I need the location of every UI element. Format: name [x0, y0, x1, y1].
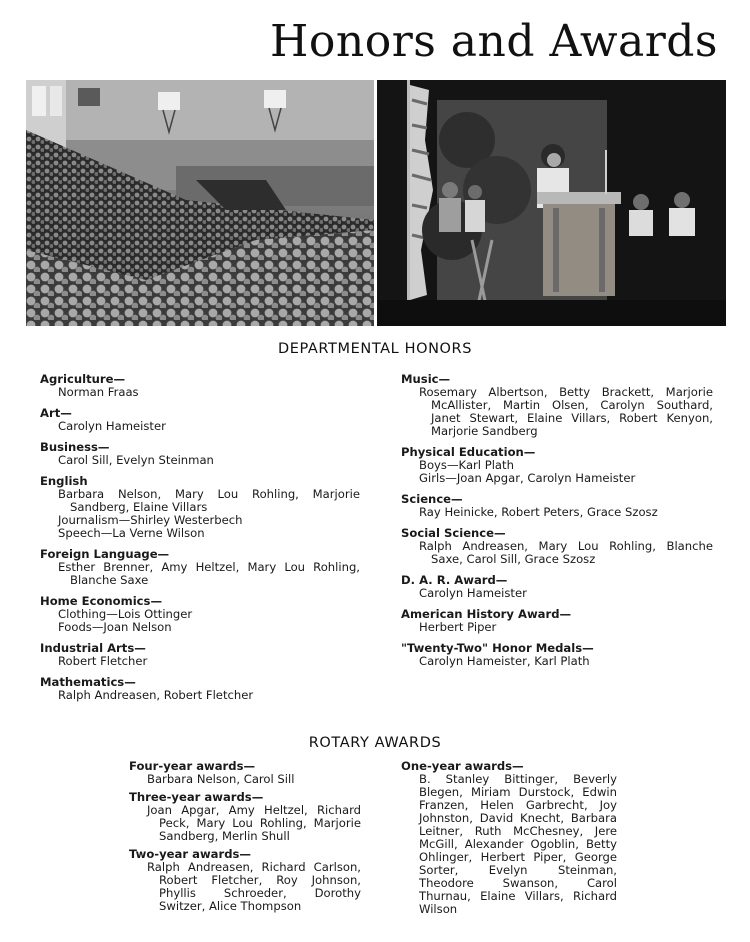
honor-heading: Foreign Language—	[40, 547, 170, 561]
honor-names: Ray Heinicke, Robert Peters, Grace Szosz	[419, 505, 658, 519]
honor-names: Robert Fletcher	[58, 654, 148, 668]
rotary-heading: Three-year awards—	[129, 790, 264, 804]
honor-heading: American History Award—	[401, 607, 572, 621]
honor-heading: D. A. R. Award—	[401, 573, 508, 587]
honor-names: Carolyn Hameister	[58, 419, 166, 433]
honor-names: Carolyn Hameister, Karl Plath	[419, 654, 590, 668]
honor-names: Speech—La Verne Wilson	[58, 526, 205, 540]
rotary-names: Ralph Andreasen, Richard Carlson, Robert Fletcher, Roy Johnson, Phyllis Schroeder, Dorothy Switzer, Alice Thompson	[147, 860, 361, 913]
honor-entry-industrial-arts	[40, 642, 360, 668]
departmental-right-column	[401, 373, 713, 676]
honor-names: Boys—Karl Plath	[419, 458, 514, 472]
assembly-photo	[26, 80, 374, 326]
rotary-names: B. Stanley Bittinger, Beverly Blegen, Miriam Durstock, Edwin Franzen, Helen Garbrecht, Joy Johnston, David Knecht, Barbara Leitner, Ruth McChesney, Jere McGill, Alexander Ogoblin, Betty Ohlinger, Herbert Piper, George Sorter, Evelyn Steinman, Theodore Swanson, Carol Thurnau, Elaine Villars, Richard Wilson	[419, 772, 617, 916]
honor-entry-twenty-two-medals	[401, 642, 713, 668]
honor-names: Ralph Andreasen, Mary Lou Rohling, Blanche Saxe, Carol Sill, Grace Szosz	[419, 539, 713, 566]
rotary-names: Joan Apgar, Amy Heltzel, Richard Peck, Mary Lou Rohling, Marjorie Sandberg, Merlin Shull	[147, 803, 361, 843]
rotary-left-column	[129, 760, 361, 918]
honor-names: Journalism—Shirley Westerbech	[58, 513, 243, 527]
honor-heading: Music—	[401, 372, 451, 386]
honor-heading: English	[40, 474, 88, 488]
rotary-heading: One-year awards—	[401, 759, 524, 773]
rotary-entry-two-year	[129, 848, 361, 913]
honor-names: Herbert Piper	[419, 620, 497, 634]
gymnasium-assembly-image	[26, 80, 374, 326]
honor-names: Rosemary Albertson, Betty Brackett, Marjorie McAllister, Martin Olsen, Carolyn Southard, Janet Stewart, Elaine Villars, Robert Kenyon, Marjorie Sandberg	[419, 385, 713, 438]
honor-names: Carol Sill, Evelyn Steinman	[58, 453, 214, 467]
rotary-entry-one-year	[401, 760, 617, 916]
speaker-at-podium-image	[377, 80, 726, 326]
rotary-names: Barbara Nelson, Carol Sill	[147, 772, 295, 786]
honor-entry-mathematics	[40, 676, 360, 702]
honor-entry-agriculture	[40, 373, 360, 399]
honor-heading: Mathematics—	[40, 675, 136, 689]
honor-entry-home-economics	[40, 595, 360, 634]
honor-entry-music	[401, 373, 713, 438]
honor-heading: "Twenty-Two" Honor Medals—	[401, 641, 594, 655]
honor-heading: Business—	[40, 440, 110, 454]
honor-names: Esther Brenner, Amy Heltzel, Mary Lou Rohling, Blanche Saxe	[58, 560, 360, 587]
honor-heading: Art—	[40, 406, 72, 420]
rotary-entry-three-year	[129, 791, 361, 843]
rotary-right-column	[401, 760, 617, 921]
honor-names: Barbara Nelson, Mary Lou Rohling, Marjorie Sandberg, Elaine Villars	[58, 487, 360, 514]
honor-entry-foreign-language	[40, 548, 360, 587]
honor-heading: Industrial Arts—	[40, 641, 146, 655]
honor-names: Clothing—Lois Ottinger	[58, 607, 193, 621]
honor-heading: Home Economics—	[40, 594, 163, 608]
honor-entry-social-science	[401, 527, 713, 566]
honor-entry-american-history-award	[401, 608, 713, 634]
honor-names: Foods—Joan Nelson	[58, 620, 172, 634]
speaker-photo	[377, 80, 726, 326]
honor-names: Girls—Joan Apgar, Carolyn Hameister	[419, 471, 636, 485]
honor-names: Ralph Andreasen, Robert Fletcher	[58, 688, 254, 702]
honor-names: Norman Fraas	[58, 385, 139, 399]
honor-entry-science	[401, 493, 713, 519]
honor-entry-english	[40, 475, 360, 540]
honor-names: Carolyn Hameister	[419, 586, 527, 600]
honor-heading: Agriculture—	[40, 372, 126, 386]
rotary-heading: Two-year awards—	[129, 847, 251, 861]
departmental-left-column	[40, 373, 360, 710]
honor-heading: Science—	[401, 492, 463, 506]
rotary-entry-four-year	[129, 760, 361, 786]
honor-heading: Social Science—	[401, 526, 506, 540]
rotary-awards-heading: ROTARY AWARDS	[308, 735, 442, 751]
page-title: Honors and Awards	[270, 16, 718, 67]
departmental-honors-heading: DEPARTMENTAL HONORS	[277, 341, 473, 357]
honor-heading: Physical Education—	[401, 445, 536, 459]
honor-entry-art	[40, 407, 360, 433]
honor-entry-dar-award	[401, 574, 713, 600]
honor-entry-business	[40, 441, 360, 467]
rotary-heading: Four-year awards—	[129, 759, 256, 773]
honor-entry-physical-education	[401, 446, 713, 485]
